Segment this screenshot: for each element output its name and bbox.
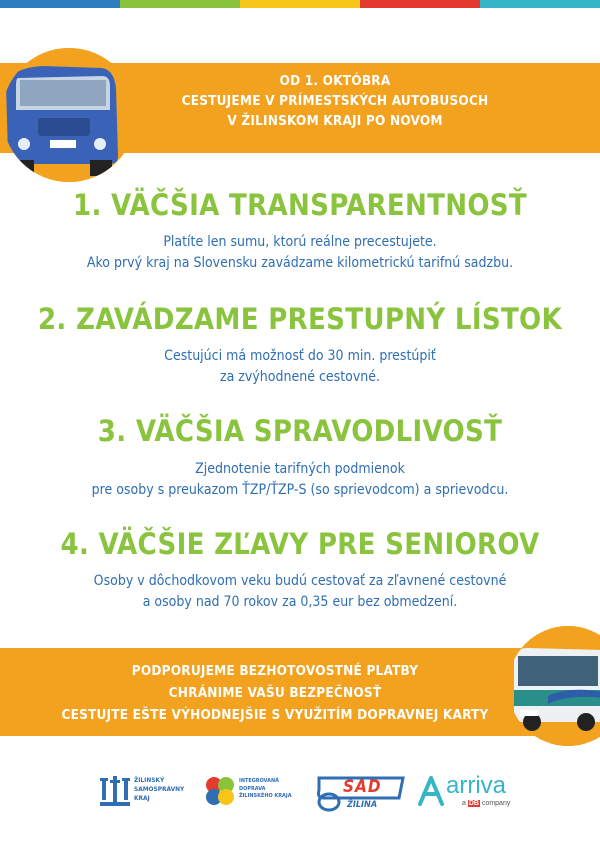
stripe-cyan [480,0,600,8]
section-4-heading: 4. VÄČŠIE ZĽAVY PRE SENIOROV [60,527,540,561]
section-4-text [0,571,600,613]
color-stripe [0,0,600,8]
section-3-line-2: pre osoby s preukazom ŤZP/ŤZP-S (so sprievodcom) a sprievodcu. [91,482,509,498]
arriva-logo [418,772,528,814]
sad-city: ŽILINA [347,800,378,810]
arriva-tag-suffix: company [481,800,511,807]
bottom-banner-line-1: PODPORUJEME BEZHOTOVOSTNÉ PLATBY [131,663,419,679]
zsk-line-1: ŽILINSKÝ [134,776,165,784]
top-banner-text [150,71,520,131]
sad-mark: SAD [343,777,382,797]
section-2-line-2: za zvýhodnené cestovné. [219,369,381,385]
ids-logo [205,772,305,812]
ids-line-1: INTEGROVANÁ [239,778,279,784]
zsk-line-2: SAMOSPRÁVNY [134,785,185,793]
stripe-blue [0,0,120,8]
zsk-logo [100,772,190,812]
arriva-tag-prefix: a [462,800,466,807]
bus-photo-top [2,48,136,182]
zsk-line-3: KRAJ [134,794,150,802]
section-3-text [0,459,600,501]
ids-line-2: DOPRAVA [239,785,266,792]
top-banner-line-1: OD 1. OKTÓBRA [279,73,391,89]
ids-line-3: ŽILINSKÉHO KRAJA [239,793,292,799]
top-banner-line-2: CESTUJEME V PRÍMESTSKÝCH AUTOBUSOCH [181,93,489,109]
arriva-symbol-icon [418,776,444,806]
bottom-banner-line-3: CESTUJTE EŠTE VÝHODNEJŠIE S VYUŽITÍM DOPRAVNEJ KARTY [61,707,489,723]
zsk-emblem-icon [100,774,130,808]
stripe-yellow [240,0,360,8]
section-4-line-1: Osoby v dôchodkovom veku budú cestovať za zľavnené cestovné [93,573,507,589]
section-1-line-2: Ako prvý kraj na Slovensku zavádzame kilometrickú tarifnú sadzbu. [86,255,514,271]
section-2-line-1: Cestujúci má možnosť do 30 min. prestúpiť [164,348,436,364]
ids-puzzle-icon [205,776,235,806]
section-3-line-1: Zjednotenie tarifných podmienok [195,461,405,477]
section-4-line-2: a osoby nad 70 rokov za 0,35 eur bez obmedzení. [142,594,458,610]
section-2-text [0,346,600,388]
section-1-heading: 1. VÄČŠIA TRANSPARENTNOSŤ [72,188,527,222]
top-bus-circle [2,48,136,182]
partner-logos [0,770,600,820]
sad-zilina-logo [315,772,410,814]
bottom-banner-line-2: CHRÁNIME VAŠU BEZPEČNOSŤ [168,685,382,701]
db-mark: DB [468,800,479,807]
section-1-text [0,232,600,274]
section-2-heading: 2. ZAVÁDZAME PRESTUPNÝ LÍSTOK [37,302,563,336]
arriva-name: arriva [446,772,507,799]
top-banner-line-3: V ŽILINSKOM KRAJI PO NOVOM [227,113,443,129]
bottom-banner-text [60,660,490,726]
section-1-line-1: Platíte len sumu, ktorú reálne precestujete. [163,234,437,250]
section-3-heading: 3. VÄČŠIA SPRAVODLIVOSŤ [97,414,503,448]
bottom-bus-circle [508,626,600,746]
bus-photo-bottom [508,626,600,746]
stripe-green [120,0,240,8]
stripe-red [360,0,480,8]
